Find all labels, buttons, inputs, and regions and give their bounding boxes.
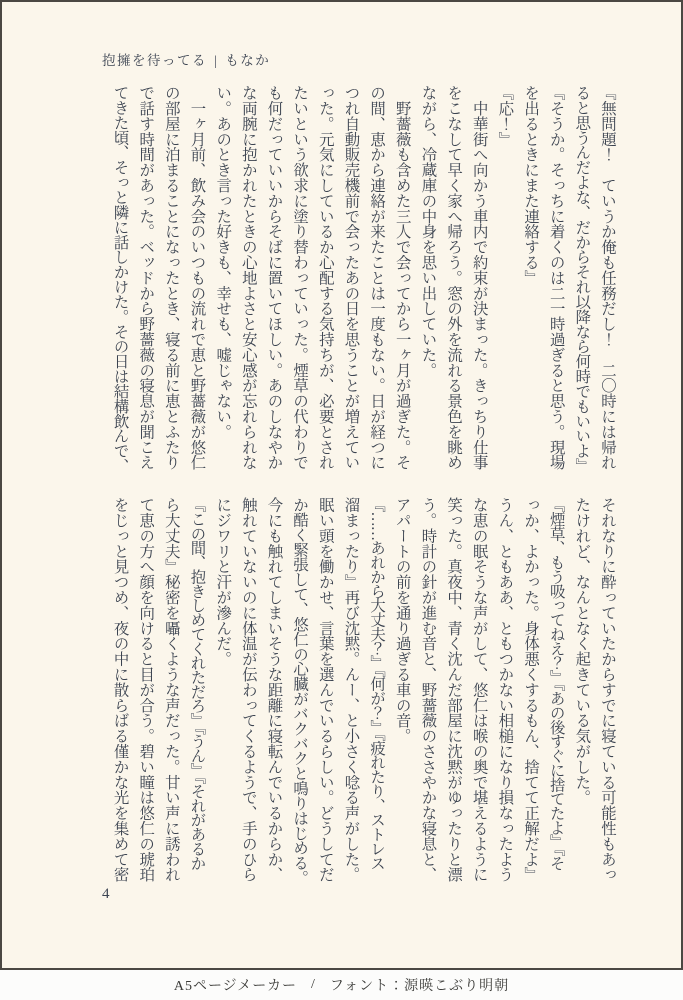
text-column: 『……あれから大丈夫？』『何が？』『疲れたり、ストレス — [368, 497, 386, 870]
text-column: 『そうか。そっちに着くのは二一時過ぎると思う。現場 — [547, 85, 565, 470]
text-column: 野薔薇も含めた三人で会ってから一ヶ月が過ぎた。そ — [393, 85, 411, 470]
text-column: 中華街へ向かう車内で約束が決まった。きっちり仕事 — [470, 85, 488, 470]
app-footer — [0, 970, 683, 1000]
text-column: 一ヶ月前、飲み会のいつもの流れで恵と野薔薇が悠仁 — [188, 85, 206, 470]
title-author-separator: | — [214, 53, 219, 68]
text-column: ら大丈夫』秘密を囁くような声だった。甘い声に誘われ — [162, 497, 180, 882]
text-column: 今にも触れてしまいそうな距離に寝転んでいるからか、 — [265, 497, 283, 882]
text-column: 『無問題！ ていうか俺も任務だし！ 二〇時には帰れ — [599, 85, 616, 470]
text-column: 笑った。真夜中、青く沈んだ部屋に沈黙がゆったりと漂 — [445, 497, 463, 882]
text-column: つれ自動販売機前で会ったあの日を思うことが増えてい — [342, 85, 360, 470]
text-column: な恵の眠そうな声がして、悠仁は喉の奥で堪えるように — [470, 497, 488, 882]
text-column: たけれど、なんとなく起きている気がした。 — [573, 497, 591, 805]
text-column: っか、よかった。身体悪くするもん、捨てて正解だよ』 — [522, 497, 540, 882]
text-column: たいという欲求に塗り替わっていった。煙草の代わりで — [291, 85, 309, 470]
text-column: の部屋に泊まることになったとき、寝る前に恵とふたり — [162, 85, 180, 470]
text-column: てきた頃、そっと隣に話しかけた。その日は結構飲んで、 — [111, 85, 129, 473]
text-column: て恵の方へ顔を向けると目が合う。碧い瞳は悠仁の琥珀 — [137, 497, 155, 882]
text-column: な両腕に抱かれたときの心地よさと安心感が忘れられな — [239, 85, 257, 470]
text-column: い。あのとき言った好きも、幸せも、嘘じゃない。 — [214, 85, 232, 440]
footer-separator: / — [310, 977, 316, 992]
page-header — [102, 49, 270, 69]
text-column: にジワリと汗が滲んだ。 — [214, 497, 232, 667]
text-column: を出るときにまた連絡する』 — [522, 85, 540, 286]
text-column: 『煙草、もう吸ってねえ？』『あの後すぐに捨てたよ』『そ — [547, 497, 565, 870]
text-column: う。時計の針が進む音と、野薔薇のささやかな寝息と、 — [419, 497, 437, 882]
text-column: それなりに酔っていたからすでに寝ている可能性もあっ — [599, 497, 616, 882]
text-column: ると思うんだよな、だからそれ以降なら何時でもいいよ』 — [573, 85, 591, 473]
text-column: 『この間、抱きしめてくれただろ』『うん』『それがあるか — [188, 497, 206, 870]
text-column: 『応！』 — [496, 85, 514, 147]
text-column: った。元気にしているか心配する気持ちが、必要とされ — [316, 85, 334, 470]
doc-author: もなか — [225, 53, 271, 68]
text-column: をこなして早く家へ帰ろう。窓の外を流れる景色を眺め — [445, 85, 463, 470]
page-number: 4 — [102, 886, 110, 902]
text-column: うん、ともああ、ともつかない相槌になり損なったよう — [496, 497, 514, 882]
text-block-lower — [108, 497, 620, 887]
font-name: フォント：源暎こぶり明朝 — [329, 979, 510, 994]
text-column: 眠い頭を働かせ、言葉を選んでいるらしい。どうしてだ — [316, 497, 334, 882]
text-column: アパートの前を通り過ぎる車の音。 — [393, 497, 411, 744]
text-column: 溜まったり』再び沈黙。んー、と小さく唸る声がした。 — [342, 497, 360, 882]
text-column: をじっと見つめ、夜の中に散らばる僅かな光を集めて密 — [111, 497, 129, 882]
text-column: ながら、冷蔵庫の中身を思い出していた。 — [419, 85, 437, 378]
text-block-upper — [108, 85, 620, 475]
text-column: で話す時間があった。ベッドから野薔薇の寝息が聞こえ — [137, 85, 155, 470]
text-column: の間、恵から連絡が来たことは一度もない。日が経つに — [368, 85, 386, 470]
text-column: も何だっていいからそばに置いてほしい。あのしなやか — [265, 85, 283, 470]
text-column: 触れていないのに体温が伝わってくるようで、手のひら — [239, 497, 257, 882]
text-column: か酷く緊張して、悠仁の心臓がバクバクと鳴りはじめる。 — [291, 497, 309, 885]
app-name: A5ページメーカー — [173, 979, 297, 994]
doc-title: 抱擁を待ってる — [102, 53, 207, 68]
